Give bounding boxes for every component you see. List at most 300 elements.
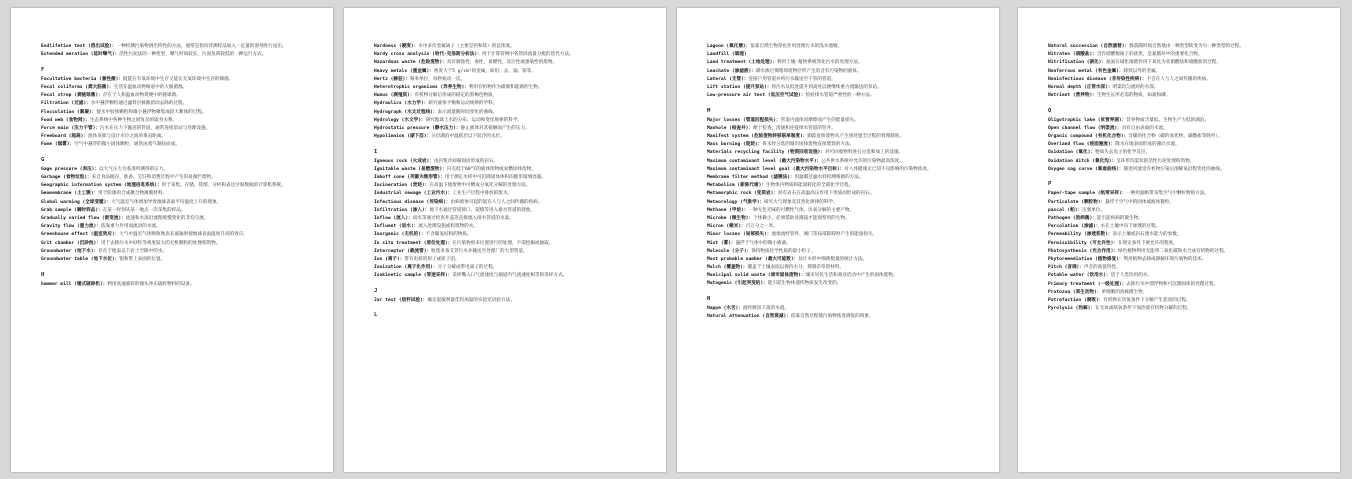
glossary-entry (41, 118, 313, 125)
glossary-term: Facultative bacteria (兼性菌)： (41, 76, 123, 82)
glossary-term: Force main (压力干管)： (41, 125, 100, 131)
glossary-term: Humus (腐殖质)： (374, 93, 415, 99)
glossary-entry (41, 282, 313, 289)
glossary-term: Grab sample (瞬时样品)： (41, 207, 103, 213)
glossary-entry (374, 200, 646, 207)
glossary-entry (707, 142, 979, 149)
glossary-entry (41, 110, 313, 117)
glossary-term: Imhoff cone (英霍夫锥形管)： (374, 175, 445, 181)
glossary-definition: 用于测定水样中可沉降固体体积的锥形玻璃容器。 (444, 175, 546, 181)
glossary-term: Methane (甲烷)： (707, 207, 749, 213)
glossary-entry (707, 167, 979, 174)
glossary-term: Freeboard (超高)： (41, 134, 88, 140)
glossary-definition: 对人体健康无已知不良影响的污染物浓度。 (844, 166, 932, 172)
glossary-definition: 用滤膜过滤水样检测细菌的方法。 (794, 175, 864, 181)
glossary-definition: 压强单位。 (1082, 207, 1106, 213)
glossary-entry (707, 118, 979, 125)
glossary-entry (1048, 60, 1320, 67)
glossary-entry (374, 85, 646, 92)
glossary-entry (707, 183, 979, 190)
glossary-term: Nappe (水舌)： (707, 306, 743, 312)
document-page-1[interactable] (11, 8, 333, 472)
glossary-term: Hydraulics (水力学)： (374, 101, 429, 107)
glossary-definition: 能引起疾病的微生物。 (1096, 216, 1143, 221)
glossary-entry (374, 273, 646, 280)
glossary-definition: 一种用滤纸带采集空气中颗粒物的方法。 (1126, 191, 1209, 197)
glossary-entry (374, 159, 646, 166)
glossary-entry (1048, 69, 1320, 76)
glossary-entry (41, 200, 313, 207)
glossary-entry (41, 85, 313, 92)
glossary-term: Infectious disease (传染病)： (374, 199, 451, 205)
glossary-definition: 便于检查、清通和连接排水管道的竖井。 (753, 125, 836, 131)
glossary-definition: 存在于人和温血动物粪便中的链球菌。 (102, 93, 181, 99)
glossary-definition: 物质失去电子的化学反应。 (1094, 150, 1151, 156)
glossary-entry (374, 52, 646, 59)
glossary-entry (1048, 159, 1320, 166)
glossary-entry (374, 298, 646, 305)
glossary-definition: 用于计算管网中各管段流量分配的迭代方法。 (481, 52, 574, 58)
glossary-definition: 百万分之一米。 (745, 224, 778, 230)
glossary-term: Molecule (分子)： (707, 248, 752, 254)
glossary-term: Protozoa (原生动物)： (1048, 289, 1102, 295)
glossary-entry (41, 257, 313, 264)
glossary-term: Municipal solid waste (城市固体废物)： (707, 273, 806, 279)
glossary-definition: 单细胞的真核微生物。 (1101, 289, 1148, 295)
glossary-term: Ionization (离子化作用)： (374, 265, 438, 271)
glossary-term: Potable water (饮用水)： (1048, 273, 1111, 279)
glossary-term: Materials recycling facility (物资回收设施)： (707, 150, 825, 156)
glossary-definition: 水在土壤中向下渗透的过程。 (1100, 224, 1161, 230)
glossary-term: Ignitable waste (易燃废物)： (374, 166, 447, 172)
glossary-definition: 存在于地表以下岩土空隙中的水。 (98, 248, 168, 254)
glossary-definition: 管道内流体因摩擦而产生的能量损失。 (780, 117, 859, 123)
glossary-term: Pyrolysis (热解)： (1048, 306, 1095, 312)
glossary-entry (1048, 257, 1320, 264)
glossary-entry (707, 191, 979, 198)
glossary-entry (41, 126, 313, 133)
glossary-term: Maximum contaminant level (最大污染物水平)： (707, 158, 822, 164)
glossary-entry (41, 183, 313, 190)
glossary-term: Photosynthesis (光合作用)： (1048, 248, 1118, 254)
glossary-term: Inflow (流入)： (374, 215, 413, 221)
glossary-term: Influent (进水)： (374, 224, 419, 230)
glossary-entry (374, 77, 646, 84)
glossary-entry (374, 110, 646, 117)
glossary-term: Permissibility (可允许性)： (1048, 240, 1118, 246)
glossary-definition: 在规定条件下被允许的程度。 (1118, 240, 1178, 246)
glossary-definition: 利用植物去除或降解环境污染物的技术。 (1123, 256, 1207, 262)
glossary-term: Membrane filter method (滤膜法)： (707, 175, 795, 181)
glossary-entry (707, 216, 979, 223)
glossary-definition: 用于采集、存储、管理、分析和表达空间数据的计算机系统。 (161, 183, 286, 189)
glossary-definition: 公共供水系统中允许的污染物最高浓度。 (821, 158, 904, 164)
glossary-definition: 营养物质含量低、生物生产力低的湖泊。 (1126, 117, 1209, 123)
glossary-term: Micron (微米)： (707, 224, 746, 230)
glossary-term: hammer mill (锤式破碎机)： (41, 281, 108, 287)
glossary-entry (1048, 306, 1320, 313)
glossary-term: Primary treatment (一级处理)： (1048, 281, 1127, 287)
glossary-definition: 密度大于5 g/cm³的金属，如铅、汞、镉、铬等。 (433, 68, 536, 74)
glossary-term: Global warming (全球变暖)： (41, 199, 111, 205)
glossary-entry (374, 118, 646, 125)
glossary-definition: 水中多价金属离子（主要是钙和镁）的总浓度。 (418, 44, 515, 49)
glossary-term: Fecal strep (粪链球菌)： (41, 93, 103, 99)
glossary-term: Lateral (支管)： (707, 76, 749, 82)
glossary-term: Infiltration (渗入)： (374, 207, 430, 213)
glossary-term: Garbage (食物垃圾)： (41, 175, 92, 181)
glossary-definition: 绿色植物利用光能将二氧化碳和水合成有机物的过程。 (1118, 248, 1229, 254)
glossary-definition: 静止液体对其接触面产生的压力。 (460, 125, 530, 131)
glossary-term: pascal (帕)： (1048, 207, 1083, 213)
glossary-definition: 由岩浆冷却凝固而形成的岩石。 (433, 158, 499, 164)
glossary-definition: 悬浮于气体中的微小液滴。 (735, 240, 791, 246)
glossary-entry (707, 281, 979, 288)
glossary-term: Noninfectious disease (非传染性疾病)： (1048, 76, 1147, 82)
glossary-entry (1048, 191, 1320, 198)
glossary-entry (707, 52, 979, 59)
glossary-entry (707, 249, 979, 256)
glossary-entry (374, 232, 646, 239)
glossary-definition: 既能在有氧环境中生存又能在无氧环境中生存的细菌。 (123, 76, 234, 82)
glossary-definition: 水中悬浮颗粒通过滤料层被截留而去除的过程。 (90, 101, 188, 107)
glossary-definition: 流速和水深沿流程缓慢变化的非均匀流。 (125, 216, 209, 221)
glossary-term: Nutrient (营养物)： (1048, 93, 1097, 99)
glossary-definition: 生活在温血动物肠道中的大肠菌群。 (113, 84, 188, 90)
glossary-entry (41, 77, 313, 84)
glossary-entry (374, 216, 646, 223)
glossary-definition: 降水渗过填埋场废物层所产生的含有污染物的液体。 (755, 68, 862, 74)
glossary-entry (1048, 265, 1320, 272)
glossary-entry (41, 208, 313, 215)
glossary-entry (707, 200, 979, 207)
glossary-entry (41, 52, 313, 59)
glossary-definition: 研究液体平衡和运动规律的学科。 (428, 101, 498, 107)
glossary-entry (707, 208, 979, 215)
glossary-entry (1048, 52, 1320, 59)
glossary-definition: 覆盖于土壤表面以保持水分、抑制杂草的材料。 (747, 265, 844, 271)
glossary-definition: 利用有机物作为碳源和能源的生物。 (468, 84, 543, 90)
glossary-definition: 大气温室气体增加导致地球表面平均温度上升的现象。 (111, 199, 222, 205)
glossary-entry (707, 77, 979, 84)
glossary-definition: 将未经分选的城市固体废物直接焚烧的方法。 (762, 142, 855, 148)
glossary-entry (374, 183, 646, 190)
glossary-definition: 适于人类饮用的水。 (1110, 273, 1152, 279)
glossary-entry (374, 241, 646, 248)
glossary-entry (41, 93, 313, 100)
glossary-entry (1048, 216, 1320, 223)
glossary-entry (707, 126, 979, 133)
glossary-definition: 一种检测污染物溶出特性的方法，通常是指向待测样品加入一定量的溶剂进行浸出。 (116, 44, 287, 49)
glossary-term: Hardy cross analysis (哈代-克洛斯分析法)： (374, 52, 482, 58)
glossary-definition: 活性污泥法的一种变型，曝气时间较长，污泥负荷较低的一种运行方式。 (119, 52, 267, 58)
glossary-term: Mist (雾)： (707, 240, 736, 246)
glossary-definition: 对可回收物料进行分选和加工的设施。 (824, 150, 904, 156)
glossary-term: Mutagenic (引起突变的)： (707, 281, 768, 287)
glossary-entry (41, 241, 313, 248)
glossary-entry (1048, 85, 1320, 92)
section-letter-heading: P (1048, 181, 1052, 188)
glossary-definition: 分子分解成带电离子的过程。 (437, 265, 498, 271)
glossary-term: Endlifetion test (溶出试验)： (41, 44, 117, 49)
glossary-definition: 依靠重力作用而流动的水流。 (100, 224, 161, 230)
glossary-term: Heterotrophic organisms (异养生物)： (374, 84, 469, 90)
section-letter-heading: I (374, 148, 378, 155)
glossary-term: Microbe (微生物)： (707, 215, 754, 221)
glossary-entry (41, 216, 313, 223)
glossary-term: Filtration (过滤)： (41, 101, 91, 107)
glossary-definition: 大气中温室气体吸收地表长波辐射使地球表面温度升高的效应。 (119, 232, 248, 238)
glossary-term: Leachate (渗滤液)： (707, 68, 756, 74)
glossary-entry (1048, 232, 1320, 239)
glossary-entry (374, 224, 646, 231)
glossary-entry (1048, 290, 1320, 297)
glossary-entry (1048, 249, 1320, 256)
glossary-definition: 有机物在厌氧条件下分解产生恶臭的过程。 (1103, 297, 1191, 303)
glossary-entry (374, 101, 646, 108)
glossary-entry (374, 191, 646, 198)
glossary-definition: 估计水样中细菌数量的统计方法。 (798, 256, 868, 262)
glossary-entry (1048, 208, 1320, 215)
glossary-definition: 用于去除污水中砂粒等密度较大的无机颗粒的处理构筑物。 (100, 240, 221, 246)
glossary-entry (374, 69, 646, 76)
glossary-definition: 在某一时刻从某一地点一次采集的样品。 (102, 207, 186, 213)
glossary-term: Permeability (渗透系数)： (1048, 232, 1113, 238)
glossary-term: Nitrates (硝酸盐)： (1048, 52, 1097, 58)
glossary-definition: 不含碳氢结构的物质。 (425, 232, 472, 238)
glossary-entry (374, 93, 646, 100)
glossary-definition: 降水在地表面形成的薄层水流。 (1115, 142, 1180, 148)
glossary-term: Mass burning (混烧)： (707, 142, 763, 148)
glossary-definition: 工业生产过程中排放的废水。 (452, 191, 513, 197)
glossary-definition: 在高温下使废物中可燃成分氧化分解的处理方法。 (429, 183, 531, 189)
glossary-entry (1048, 118, 1320, 125)
glossary-entry (707, 232, 979, 239)
glossary-term: Most probable number (最大可能数)： (707, 256, 799, 262)
glossary-entry (41, 101, 313, 108)
glossary-entry (374, 265, 646, 272)
glossary-definition: 个体微小、必须借助显微镜才能观察到的生物。 (753, 215, 850, 221)
glossary-entry (707, 60, 979, 67)
glossary-definition: 含碳的化合物（碳的氧化物、碳酸盐等除外）。 (1128, 134, 1223, 140)
glossary-entry (707, 265, 979, 272)
glossary-entry (374, 257, 646, 264)
glossary-term: Hazardous waste (危险废物)： (374, 60, 447, 66)
glossary-definition: 能引起生物体遗传物质发生改变的。 (767, 281, 842, 287)
glossary-definition: 收集多条支管污水并输送至处理厂的大型管道。 (431, 248, 528, 254)
glossary-definition: 污水在压力下输送的管道，通常连接泵站与处理设施。 (99, 125, 211, 131)
glossary-definition: 生态系统中各种生物之间复杂的取食关系。 (89, 117, 178, 123)
glossary-entry (707, 306, 979, 313)
glossary-entry (707, 44, 979, 51)
glossary-term: Lagoon (氧化塘)： (707, 44, 751, 49)
glossary-entry (707, 93, 979, 100)
glossary-entry (1048, 77, 1320, 84)
glossary-definition: 以大气压力为基准所测得的压力。 (99, 166, 168, 172)
section-letter-heading: N (707, 296, 711, 303)
glossary-entry (1048, 93, 1320, 100)
glossary-term: Low-pressure air test (低压空气试验)： (707, 93, 806, 99)
glossary-term: Nonferrous metal (有色金属)： (1048, 68, 1124, 74)
glossary-entry (41, 134, 313, 141)
glossary-term: Grit chamber (沉砂池)： (41, 240, 101, 246)
glossary-term: Normal depth (正常水深)： (1048, 84, 1113, 90)
glossary-term: Oxidation (氧化)： (1048, 150, 1095, 156)
glossary-term: Metabolism (新陈代谢)： (707, 183, 766, 189)
glossary-entry (41, 191, 313, 198)
glossary-term: Phytoremediation (植物修复)： (1048, 256, 1124, 262)
glossary-definition: 连接户用管道并将污水输送至干管的管道。 (748, 76, 836, 82)
glossary-definition: 采样嘴入口气流速度与烟道内气流速度相等的采样方式。 (452, 273, 568, 279)
section-letter-heading: O (1048, 107, 1052, 114)
glossary-entry (41, 249, 313, 256)
glossary-term: Food web (食物网)： (41, 117, 90, 123)
glossary-term: Natural succession (自然演替)： (1048, 44, 1130, 49)
glossary-definition: 用于防渗的合成聚合物薄膜材料。 (98, 191, 168, 197)
glossary-definition: 含有硝酸根离子的盐类，是氮循环中的重要化合物。 (1096, 52, 1203, 58)
glossary-definition: 跟踪危险废物从产生到处置全过程的管理制度。 (807, 134, 904, 140)
glossary-definition: 使水中胶体颗粒和微小悬浮物聚集成较大絮体的过程。 (96, 109, 207, 115)
glossary-definition: 生物生长所必需的物质，如氮和磷。 (1096, 93, 1171, 99)
glossary-term: Hydrology (水文学)： (374, 117, 426, 123)
glossary-definition: 具有自由表面的水流。 (1121, 125, 1168, 131)
glossary-term: Percolation (渗滤)： (1048, 224, 1101, 230)
glossary-term: Oligotrophic lake (贫营养湖)： (1048, 117, 1127, 123)
glossary-definition: 除铁以外的金属。 (1123, 68, 1161, 74)
glossary-term: Particulate (颗粒物)： (1048, 199, 1106, 205)
glossary-term: Minor losses (局部损失)： (707, 232, 772, 238)
glossary-term: Putrefaction (腐败)： (1048, 297, 1104, 303)
glossary-entry (1048, 126, 1320, 133)
glossary-entry (1048, 134, 1320, 141)
glossary-term: Open channel flow (明渠流)： (1048, 125, 1122, 131)
section-letter-heading: J (374, 287, 378, 294)
glossary-term: Inorganic (无机的)： (374, 232, 426, 238)
glossary-term: Meteorology (气象学)： (707, 199, 765, 205)
glossary-definition: 频率单位，每秒振动一次。 (409, 76, 466, 82)
glossary-definition: 空气中悬浮的微小固体颗粒，通常由蒸气凝结而成。 (74, 142, 180, 148)
glossary-entry (707, 134, 979, 141)
glossary-entry (707, 150, 979, 157)
glossary-entry (707, 69, 979, 76)
section-letter-heading: H (41, 271, 45, 278)
glossary-definition: 依靠自然生物净化作用处理污水的浅水池塘。 (750, 44, 843, 49)
glossary-entry (374, 126, 646, 133)
glossary-entry (374, 134, 646, 141)
glossary-definition: 原有岩石在高温高压作用下变质而形成的岩石。 (777, 191, 875, 197)
glossary-term: Hydrostatic pressure (静水压力)： (374, 125, 461, 131)
glossary-entry (1048, 298, 1320, 305)
glossary-definition: 保持物质化学性质的最小粒子。 (751, 248, 816, 254)
glossary-term: Fecal coliforms (粪大肠菌)： (41, 84, 114, 90)
section-letter-heading: F (41, 66, 45, 73)
glossary-definition: 一种无色无味的可燃性气体，厌氧分解的主要产物。 (748, 207, 855, 213)
document-page-2[interactable] (344, 8, 666, 472)
glossary-term: Ion (离子)： (374, 256, 405, 262)
glossary-term: Pathogen (致病菌)： (1048, 216, 1097, 221)
glossary-entry (374, 249, 646, 256)
glossary-entry (41, 175, 313, 182)
glossary-term: Heavy metals (重金属)： (374, 68, 434, 74)
glossary-term: Lift station (提升泵站)： (707, 84, 772, 90)
glossary-term: Hardness (硬度)： (374, 44, 419, 49)
glossary-term: Greenhouse effect (温室效应)： (41, 232, 120, 238)
glossary-term: Incineration (焚烧)： (374, 183, 430, 189)
glossary-term: Major losses (管道沿程损失)： (707, 117, 781, 123)
glossary-definition: 研究地球上水的分布、运动和变化规律的科学。 (425, 117, 523, 123)
glossary-definition: 在无氧或缺氧条件下加热使有机物分解的过程。 (1094, 306, 1192, 312)
glossary-term: Pitch (音调)： (1048, 265, 1084, 271)
glossary-definition: 不会在人与人之间传播的疾病。 (1146, 76, 1211, 82)
glossary-entry (1048, 282, 1320, 289)
glossary-definition: 池体顶部与设计水位之间的垂直距离。 (87, 134, 167, 140)
glossary-definition: 表示土壤或岩石透水能力的参数。 (1112, 232, 1182, 238)
glossary-term: Land treatment (土地处理)： (707, 60, 777, 66)
glossary-entry (707, 241, 979, 248)
glossary-term: Groundwater (地下水)： (41, 248, 99, 254)
glossary-term: Manifest system (危险废物转移联单制度)： (707, 134, 808, 140)
section-letter-heading: G (41, 156, 45, 163)
glossary-entry (1048, 150, 1320, 157)
glossary-entry (41, 232, 313, 239)
glossary-definition: 呈环形沟渠状的活性污泥处理构筑物。 (1116, 158, 1195, 164)
glossary-term: Geographic information system (地理信息系统)： (41, 183, 162, 189)
glossary-entry (374, 60, 646, 67)
glossary-entry (374, 44, 646, 51)
glossary-entry (41, 44, 313, 51)
glossary-entry (707, 314, 979, 321)
glossary-definition: 来自食品储存、准备、烹饪和消费过程中产生的易腐烂废物。 (91, 175, 216, 181)
glossary-term: Nitrification (硝化)： (1048, 60, 1107, 66)
glossary-definition: 流经堰顶下落的水流。 (742, 306, 789, 312)
glossary-term: Manhole (检查井)： (707, 125, 754, 131)
glossary-entry (1048, 167, 1320, 174)
glossary-definition: 饱和带上表面的位置。 (119, 256, 166, 262)
glossary-definition: 确定混凝剂最佳投加量的实验室试验方法。 (427, 297, 515, 303)
glossary-term: Overland flow (坡面漫流)： (1048, 142, 1116, 148)
glossary-entry (1048, 142, 1320, 149)
glossary-definition: 闪点低于60°C的液体废物或易燃固体废物。 (446, 166, 536, 172)
glossary-term: Gradually varied flow (渐变流)： (41, 216, 126, 221)
document-page-3[interactable] (677, 8, 999, 472)
glossary-entry (41, 224, 313, 231)
glossary-term: Hydrograph (水文过程线)： (374, 109, 438, 115)
glossary-definition: 群落随时间自然地由一种类型转变为另一种类型的过程。 (1129, 44, 1244, 49)
glossary-term: Gage pressure (表压)： (41, 166, 100, 172)
glossary-entry (1048, 44, 1320, 51)
glossary-entry (707, 175, 979, 182)
glossary-definition: 城市居民生活和商业活动中产生的固体废物。 (805, 273, 898, 279)
glossary-definition: 利用高速旋转的锤头冲击破碎物料的设备。 (107, 281, 195, 287)
document-page-4[interactable] (1018, 8, 1340, 472)
glossary-entry (1048, 241, 1320, 248)
glossary-entry (707, 224, 979, 231)
glossary-term: Mulch (覆盖物)： (707, 265, 748, 271)
glossary-entry (707, 273, 979, 280)
glossary-definition: 生物体内物质和能量转化的全部化学过程。 (765, 183, 854, 189)
glossary-definition: 表示流量随时间变化的曲线。 (437, 109, 498, 115)
glossary-definition: 研究大气现象及其变化规律的科学。 (764, 199, 838, 205)
glossary-definition: 描述河流受有机物污染后溶解氧沿程变化的曲线。 (1123, 166, 1225, 172)
glossary-term: Gravity flow (重力流)： (41, 224, 101, 230)
glossary-definition: 雨水等通过检查井盖等直接流入排水管道的水量。 (412, 215, 514, 221)
glossary-term: Metamorphic rock (变质岩)： (707, 191, 778, 197)
glossary-term: Landfill (填埋) (707, 52, 747, 58)
glossary-definition: 流入处理设施或构筑物的水。 (418, 224, 478, 230)
glossary-entry (41, 142, 313, 149)
glossary-entry (707, 257, 979, 264)
glossary-term: Interceptor (截流管)： (374, 248, 432, 254)
